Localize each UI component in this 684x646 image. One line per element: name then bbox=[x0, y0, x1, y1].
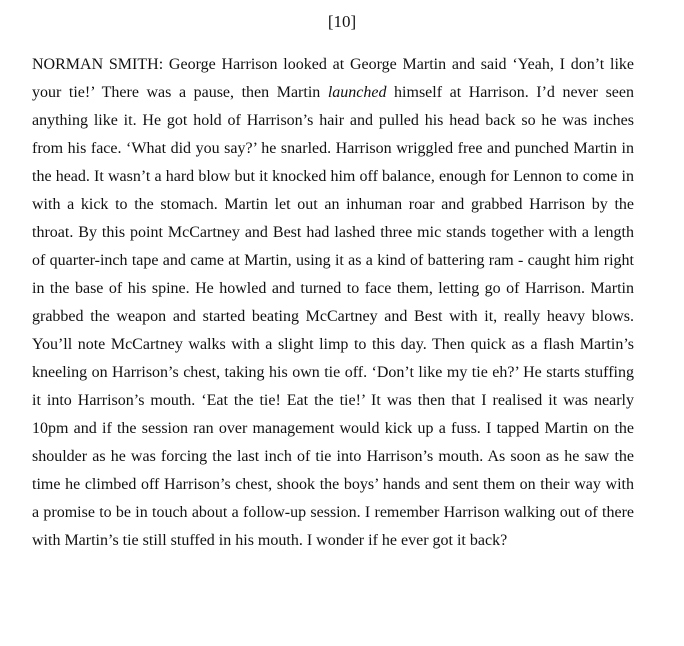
italic-emphasis: launched bbox=[327, 84, 387, 101]
paragraph-text-part-2: himself at Harrison. I’d never seen anything like it. He got hold of Harrison’s hair and pulled his head back so he was inches from his face. ‘What did you say?’ he snarled. Harrison wriggled free and punched Martin in the head. It wasn’t a hard blow but it knocked him off balance, enough for Lennon to come in with a kick to the stomach. Martin let out an inhuman roar and grabbed Harrison by the throat. By this point McCartney and Best had lashed three mic stands together with a length of quarter-inch tape and came at Martin, using it as a kind of battering ram - caught him right in the base of his spine. He howled and turned to face them, letting go of Harrison. Martin grabbed the weapon and started beating McCartney and Best with it, really heavy blows. You’ll note McCartney walks with a slight limp to this day. Then quick as a flash Martin’s kneeling on Harrison’s chest, taking his own tie off. ‘Don’t like my tie eh?’ He starts stuffing it into Harrison’s mouth. ‘Eat the tie! Eat the tie!’ It was then that I realised it was nearly 10pm and if the session ran over management would kick up a fuss. I tapped Martin on the shoulder as he was forcing the last inch of tie into Harrison’s mouth. As soon as he saw the time he climbed off Harrison’s chest, shook the boys’ hands and sent them on their way with a promise to be in touch about a follow-up session. I remember Harrison walking out of there with Martin’s tie still stuffed in his mouth. I wonder if he ever got it back? bbox=[32, 84, 635, 549]
speaker-label: NORMAN SMITH: bbox=[32, 56, 164, 73]
body-paragraph bbox=[32, 51, 634, 555]
paragraph-text-part-1: George Harrison looked at George Martin and said ‘Yeah, I don’t like your tie!’ There was a pause, then Martin bbox=[32, 56, 634, 101]
page-number: [10] bbox=[327, 12, 357, 31]
